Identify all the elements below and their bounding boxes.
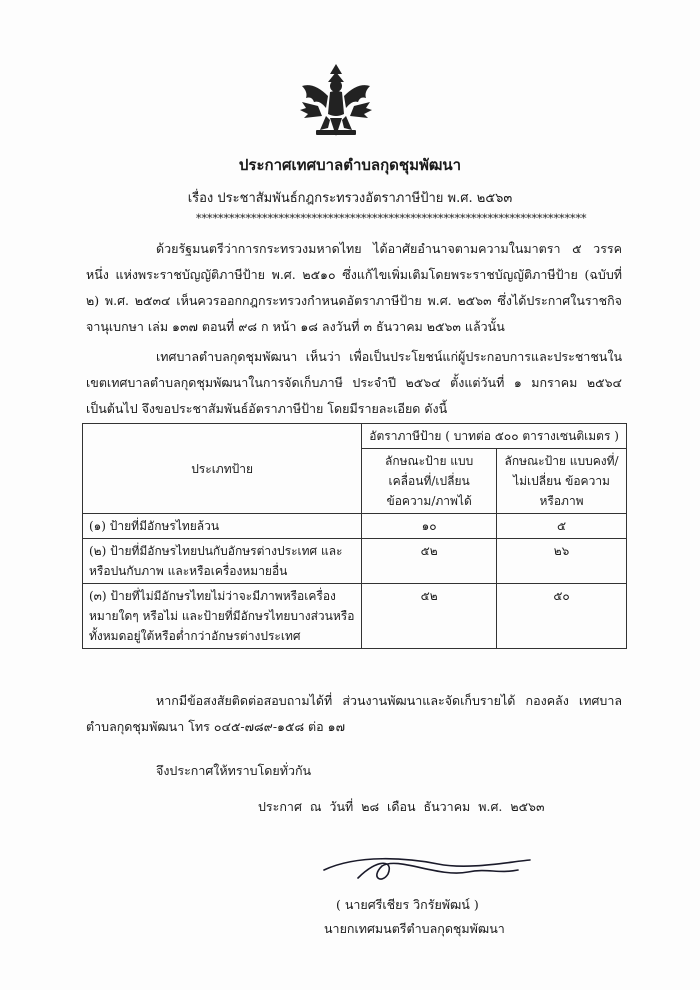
signer-position: นายกเทศมนตรีตำบลกุดชุมพัฒนา (324, 921, 505, 936)
document-subject: เรื่อง ประชาสัมพันธ์กฎกระทรวงอัตราภาษีป้าย พ.ศ. ๒๕๖๓ (187, 191, 513, 206)
closing-statement: จึงประกาศให้ทราบโดยทั่วกัน (156, 763, 312, 778)
separator-line: *********************************************************************** (196, 212, 587, 225)
document-title: ประกาศเทศบาลตำบลกุดชุมพัฒนา (238, 156, 462, 174)
table-row (83, 584, 627, 649)
row-type-cell: (๒) ป้ายที่มีอักษรไทยปนกับอักษรต่างประเทศ และหรือปนกับภาพ และหรือเครื่องหมายอื่น (83, 539, 362, 584)
header-moving-sign: ลักษณะป้าย แบบเคลื่อนที่/เปลี่ยน ข้อความ/ภาพได้ (362, 449, 497, 514)
header-tax-rate: อัตราภาษีป้าย ( บาทต่อ ๕๐๐ ตารางเซนติเมตร ) (362, 424, 627, 449)
row-fixed-rate: ๕๐ (497, 584, 627, 649)
paragraph-tax-year-text: เทศบาลตำบลกุดชุมพัฒนา เห็นว่า เพื่อเป็นประโยชน์แก่ผู้ประกอบการและประชาชนในเขตเทศบาลตำบลกุดชุมพัฒนาในการจัดเก็บภาษี ประจำปี ๒๕๖๔ ตั้งแต่วันที่ ๑ มกราคม ๒๕๖๔ เป็นต้นไป จึงขอประชาสัมพันธ์อัตราภาษีป้าย โดยมีรายละเอียด ดังนี้ (86, 349, 622, 416)
row-type-cell: (๑) ป้ายที่มีอักษรไทยล้วน (83, 514, 362, 539)
table-row (83, 514, 627, 539)
row-type-cell: (๓) ป้ายที่ไม่มีอักษรไทยไม่ว่าจะมีภาพหรือเครื่องหมายใดๆ หรือไม่ และป้ายที่มีอักษรไทยบางส่วนหรือทั้งหมดอยู่ใต้หรือต่ำกว่าอักษรต่างประเทศ (83, 584, 362, 649)
paragraph-contact (86, 688, 622, 740)
table-row (83, 539, 627, 584)
paragraph-regulation-text: ด้วยรัฐมนตรีว่าการกระทรวงมหาดไทย ได้อาศัยอำนาจตามความในมาตรา ๕ วรรคหนึ่ง แห่งพระราชบัญญัติภาษีป้าย พ.ศ. ๒๕๑๐ ซึ่งแก้ไขเพิ่มเติมโดยพระราชบัญญัติภาษีป้าย (ฉบับที่ ๒) พ.ศ. ๒๕๓๔ เห็นควรออกกฎกระทรวงกำหนดอัตราภาษีป้าย พ.ศ. ๒๕๖๓ ซึ่งได้ประกาศในราชกิจจานุเบกษา เล่ม ๑๓๗ ตอนที่ ๙๘ ก หน้า ๑๘ ลงวันที่ ๓ ธันวาคม ๒๕๖๓ แล้วนั้น (86, 241, 622, 334)
table-header-row (83, 424, 627, 449)
signer-name: ( นายศรีเชียร วิกรัยพัฒน์ ) (336, 897, 479, 912)
sign-tax-rate-table (82, 423, 627, 649)
announcement-date: ประกาศ ณ วันที่ ๒๘ เดือน ธันวาคม พ.ศ. ๒๕๖๓ (258, 799, 545, 814)
paragraph-regulation (86, 236, 622, 340)
header-fixed-sign: ลักษณะป้าย แบบคงที่/ไม่เปลี่ยน ข้อความหรือภาพ (497, 449, 627, 514)
row-moving-rate: ๕๒ (362, 584, 497, 649)
row-moving-rate: ๑๐ (362, 514, 497, 539)
row-moving-rate: ๕๒ (362, 539, 497, 584)
paragraph-contact-text: หากมีข้อสงสัยติดต่อสอบถามได้ที่ ส่วนงานพัฒนาและจัดเก็บรายได้ กองคลัง เทศบาลตำบลกุดชุมพัฒนา โทร ๐๔๕-๗๘๙-๑๕๘ ต่อ ๑๗ (86, 693, 622, 734)
row-fixed-rate: ๕ (497, 514, 627, 539)
header-sign-type: ประเภทป้าย (83, 424, 362, 514)
paragraph-tax-year (86, 344, 622, 422)
garuda-emblem-icon (296, 62, 376, 142)
signature-icon (318, 848, 538, 888)
row-fixed-rate: ๒๖ (497, 539, 627, 584)
